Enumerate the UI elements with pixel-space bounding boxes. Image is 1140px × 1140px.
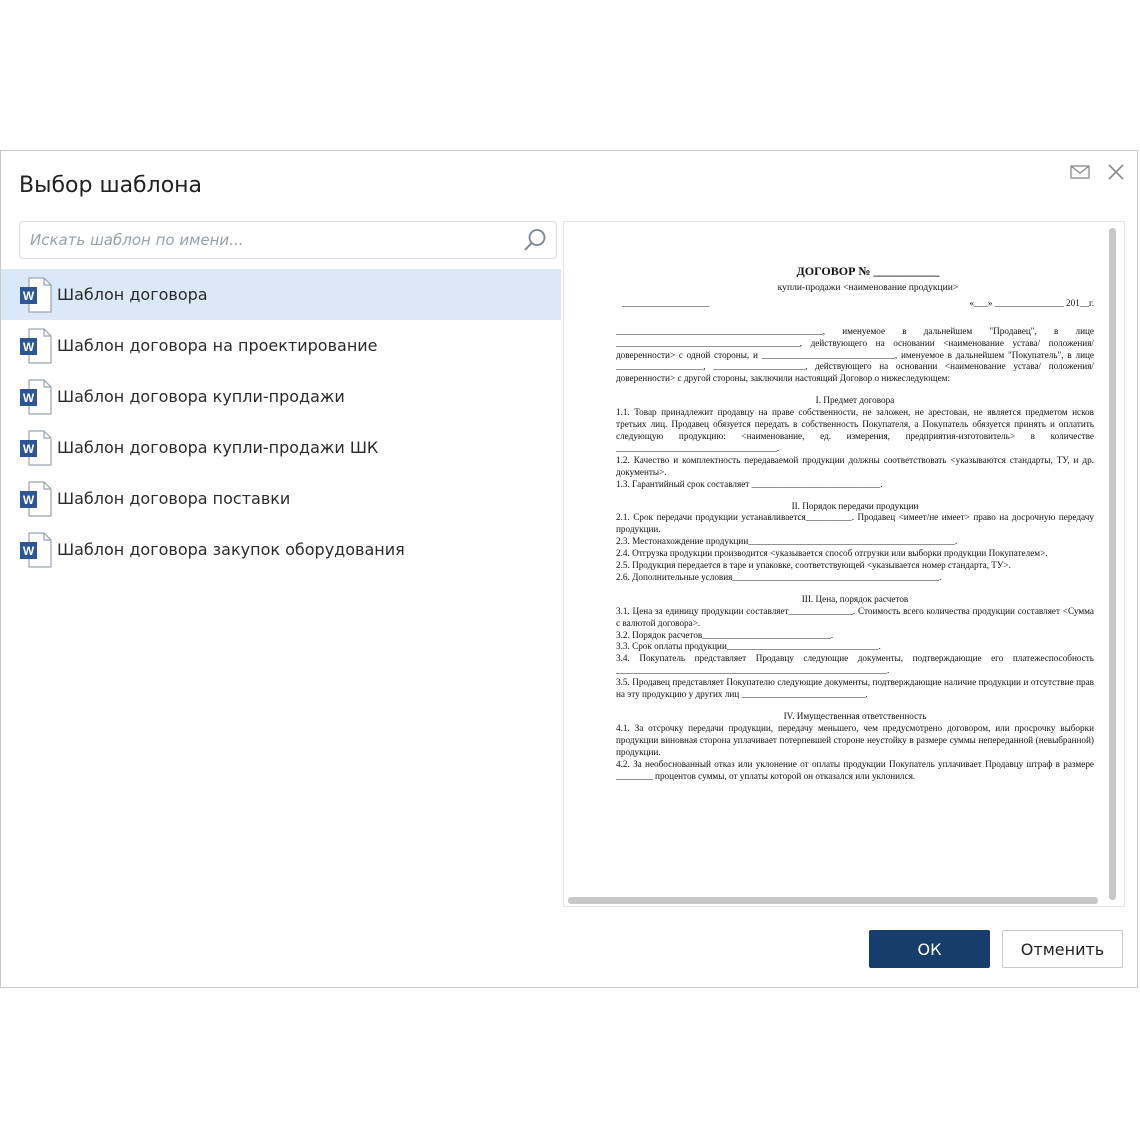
date-line-place: ___________________: [622, 297, 710, 308]
svg-text:W: W: [22, 390, 35, 405]
word-document-icon: [19, 428, 53, 468]
template-item[interactable]: [1, 371, 561, 422]
section-paragraph: 2.6. Дополнительные условия_____________________________________________.: [616, 571, 942, 582]
template-item[interactable]: [1, 320, 561, 371]
section-paragraph: 2.1. Срок передачи продукции устанавливается__________. Продавец <имеет/не имеет> право на досрочную передачу продукции.: [616, 512, 1094, 535]
contract-intro: _____________________________________________, именуемое в дальнейшем "Продавец", в лице ________________________________________, действующего на основании <наименование устава/ положения/доверенности> с одной стороны, и _____________________________, именуемое в дальнейшем "Покупатель", в лице ___________________, ____________________, действующего на основании <наименование устава/ положения/доверенности> с другой стороны, заключили настоящий Договор о нижеследующем:: [616, 325, 1094, 384]
contract-title: ДОГОВОР № ___________: [796, 264, 940, 278]
search-box: [19, 221, 557, 259]
section-paragraph: 1.1. Товар принадлежит продавцу на праве собственности, не заложен, не арестован, не является предметом исков третьих лиц. Продавец обязуется передать в собственность Покупателя, а Покупатель обязуется принять и оплатить следующую продукцию: <наименование, ед. измерения, предприятия-изготовитель> в количестве ___________________________________.: [616, 407, 1094, 453]
header-actions: [1069, 161, 1127, 183]
section-heading: II. Порядок передачи продукции: [791, 500, 919, 511]
section-paragraph: 2.4. Отгрузка продукции производится <указывается способ отгрузки или выборки продукции Покупателем>.: [616, 548, 1048, 559]
section-paragraph: 4.2. За необоснованный отказ или уклонение от оплаты продукции Покупатель уплачивает Продавцу штраф в размере ________ процентов суммы, от уплаты которой он отказался или уклонился.: [616, 758, 1094, 781]
section-paragraph: 3.3. Срок оплаты продукции_________________________________.: [616, 641, 881, 652]
template-item[interactable]: [1, 269, 561, 320]
svg-text:W: W: [22, 339, 35, 354]
section-heading: I. Предмет договора: [815, 395, 895, 406]
svg-text:W: W: [22, 441, 35, 456]
svg-text:W: W: [22, 492, 35, 507]
contract-sections: [616, 395, 1094, 782]
preview-page: [616, 266, 1094, 782]
template-item-label: Шаблон договора поставки: [57, 489, 291, 508]
close-icon[interactable]: [1105, 161, 1127, 183]
ok-button[interactable]: ОК: [869, 930, 990, 968]
section-paragraph: 1.3. Гарантийный срок составляет ____________________________.: [616, 478, 883, 489]
document-preview[interactable]: [563, 221, 1125, 907]
word-document-icon: [19, 479, 53, 519]
template-item[interactable]: [1, 524, 561, 575]
template-item-label: Шаблон договора закупок оборудования: [57, 540, 405, 559]
template-item[interactable]: [1, 473, 561, 524]
svg-text:W: W: [22, 288, 35, 303]
section-paragraph: 3.2. Порядок расчетов____________________________.: [616, 629, 834, 640]
svg-text:W: W: [22, 543, 35, 558]
template-item[interactable]: [1, 422, 561, 473]
vertical-scrollbar[interactable]: [1109, 228, 1116, 900]
section-paragraph: 3.1. Цена за единицу продукции составляет______________. Стоимость всего количества продукции составляет <Сумма с валютой договора>.: [616, 605, 1094, 628]
dialog-title: Выбор шаблона: [19, 173, 203, 198]
date-line: [622, 298, 1094, 310]
section-paragraph: 2.5. Продукция передается в таре и упаковке, соответствующей <указывается номер стандарта, ТУ>.: [616, 560, 1011, 571]
section-heading: III. Цена, порядок расчетов: [801, 593, 909, 604]
template-list: [1, 269, 561, 575]
template-item-label: Шаблон договора: [57, 285, 208, 304]
template-dialog: [0, 150, 1138, 988]
word-document-icon: [19, 326, 53, 366]
search-input[interactable]: [20, 222, 530, 258]
cancel-button[interactable]: Отменить: [1002, 930, 1123, 968]
template-item-label: Шаблон договора купли-продажи ШК: [57, 438, 379, 457]
section-heading: IV. Имущественная ответственность: [783, 711, 927, 721]
search-icon[interactable]: [522, 227, 548, 253]
section-paragraph: 4.1. За отсрочку передачи продукции, передачу меньшего, чем предусмотрено договором, или просрочку выборки продукции виновная сторона уплачивает потерпевшей стороне неустойку в размере суммы непереданной (невыбранной) продукции.: [616, 722, 1094, 757]
horizontal-scrollbar[interactable]: [568, 897, 1098, 904]
mail-icon[interactable]: [1069, 161, 1091, 183]
word-document-icon: [19, 275, 53, 315]
word-document-icon: [19, 530, 53, 570]
contract-subtitle: купли-продажи <наименование продукции>: [777, 281, 959, 293]
date-line-date: «___» _______________ 201__г.: [969, 297, 1094, 308]
template-item-label: Шаблон договора купли-продажи: [57, 387, 345, 406]
section-paragraph: 2.3. Местонахождение продукции_____________________________________________.: [616, 536, 958, 547]
template-item-label: Шаблон договора на проектирование: [57, 336, 378, 355]
word-document-icon: [19, 377, 53, 417]
section-paragraph: 1.2. Качество и комплектность передаваемой продукции должны соответствовать <указываются стандарты, ТУ, и др. документы>.: [616, 454, 1094, 477]
section-paragraph: 3.4. Покупатель представляет Продавцу следующие документы, подтверждающие его платежеспособность ___________________________________________________________.: [616, 653, 1094, 676]
section-paragraph: 3.5. Продавец представляет Покупателю следующие документы, подтверждающие наличие продукции и отсутствие прав на эту продукцию у других лиц ___________________________.: [616, 677, 1094, 700]
